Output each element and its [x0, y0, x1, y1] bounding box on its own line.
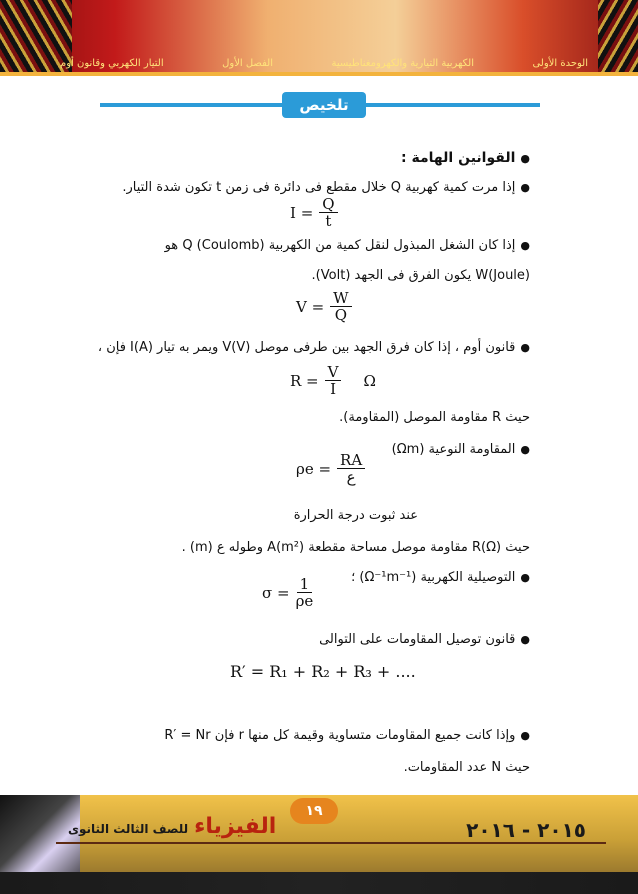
equation-conductivity: σ = $\frac{1}{\rho e}$ — [262, 575, 314, 610]
law-current-text: ●إذا مرت كمية كهربية Q خلال مقطع فى دائرة فى زمن t تكون شدة التيار. — [122, 180, 530, 195]
laws-heading: ●القوانين الهامة : — [401, 150, 530, 166]
school-year: ٢٠١٥ - ٢٠١٦ — [466, 818, 586, 842]
ohm-law-note: حيث R مقاومة الموصل (المقاومة). — [339, 410, 530, 425]
resistivity-condition: عند ثبوت درجة الحرارة — [293, 508, 418, 523]
breadcrumb-lesson: التيار الكهربي وقانون أوم — [60, 57, 164, 69]
bullet-icon: ● — [520, 181, 530, 194]
bullet-icon: ● — [520, 633, 530, 646]
footer-rule — [56, 842, 606, 844]
bullet-icon: ● — [520, 239, 530, 252]
book-title-main: الفيزياء — [194, 814, 277, 839]
book-grade: للصف الثالث الثانوى — [68, 822, 189, 836]
breadcrumb-unit: الوحدة الأولى — [532, 57, 588, 69]
law-voltage-text: ●إذا كان الشغل المبذول لنقل كمية من الكهربية Q (Coulomb) هو — [164, 238, 530, 253]
book-title — [68, 814, 276, 839]
equation-current: I = $\frac{Q}{t}$ — [290, 196, 338, 229]
ohm-law-text: ●قانون أوم ، إذا كان فرق الجهد بين طرفى موصل V(V) ويمر به تيار I(A) فإن ، — [97, 340, 530, 355]
bullet-icon: ● — [520, 571, 530, 584]
bullet-icon: ● — [520, 729, 530, 742]
equation-voltage: V = $\frac{W}{Q}$ — [296, 290, 352, 323]
breadcrumb-chapter: الفصل الأول — [222, 57, 273, 69]
conductivity-text: ●التوصيلية الكهربية (Ω⁻¹m⁻¹) ؛ — [351, 570, 530, 585]
law-voltage-text-cont: W(Joule) يكون الفرق فى الجهد (Volt). — [311, 268, 530, 283]
resistivity-text: ●المقاومة النوعية (Ωm) — [391, 442, 530, 457]
equation-ohm: R = $\frac{V}{I}$ Ω — [290, 363, 376, 398]
equal-resistors-text: ●وإذا كانت جميع المقاومات متساوية وقيمة كل منها r فإن R′ = Nr — [164, 728, 530, 743]
bullet-icon: ● — [520, 341, 530, 354]
resistivity-note: حيث R(Ω) مقاومة موصل مساحة مقطعة A(m²) وطوله ع (m) . — [181, 540, 530, 555]
equation-resistivity: ρe = $\frac{RA}{\text{ع}}$ — [296, 452, 365, 485]
header-stripe — [0, 72, 638, 76]
equation-series: R′ = R₁ + R₂ + R₃ + .... — [230, 662, 416, 681]
breadcrumb-topic: الكهربية التيارية والكهرومغناطيسية — [331, 57, 474, 69]
section-title: تلخيص — [282, 92, 366, 118]
breadcrumb — [60, 54, 588, 72]
series-law-text: ●قانون توصيل المقاومات على التوالى — [319, 632, 530, 647]
bullet-icon: ● — [520, 152, 530, 165]
footer-base — [0, 872, 638, 894]
bullet-icon: ● — [520, 443, 530, 456]
banner-art-right — [598, 0, 638, 72]
equal-resistors-note: حيث N عدد المقاومات. — [403, 760, 530, 775]
page-number: ١٩ — [290, 798, 338, 824]
